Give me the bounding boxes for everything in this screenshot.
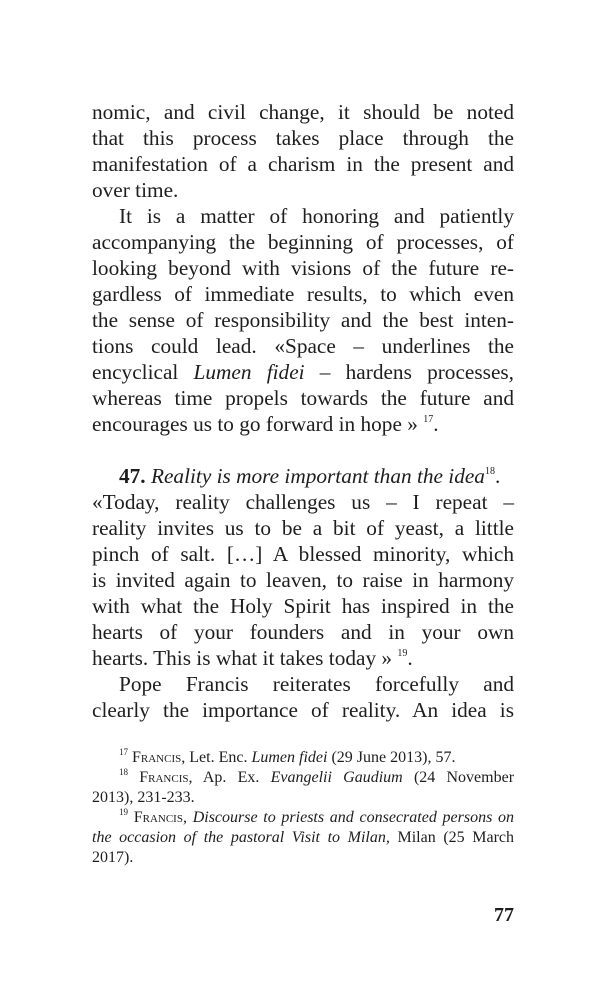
page-number: 77 [494,904,514,926]
text-segment: encyclical [92,360,179,384]
footnote-18-cont: 2013), 231-233. [92,789,195,806]
text-segment: (29 June 2013), 57. [331,749,456,766]
footnote-author: Francis [132,749,182,766]
text-line: Pope Francis reiterates forcefully and [119,672,514,696]
text-line: nomic, and civil change, it should be noted [92,100,514,124]
text-line: manifestation of a charism in the present and [92,152,514,176]
text-line [92,645,514,671]
footnote-19 [92,808,514,828]
section-title: Reality is more important than the idea [150,464,485,488]
text-line [92,359,514,385]
text-segment: , Let. Enc. [181,749,248,766]
text-line: the sense of responsibility and the best inten- [92,308,514,332]
footnote-ref: 18 [484,466,495,477]
encyclical-title: Lumen fidei [193,360,305,384]
text-line: reality invites us to be a bit of yeast, a little [92,516,514,540]
section-heading [92,463,514,489]
footnote-ref: 19 [397,648,408,659]
text-line: accompanying the beginning of processes, of [92,230,514,254]
text-line: over time. [92,178,179,202]
body-text [92,99,514,723]
footnote-number: 17 [119,747,128,757]
section-gap [92,437,514,463]
text-line: pinch of salt. […] A blessed minority, which [92,542,514,566]
text-segment: . [494,464,501,488]
text-line [92,411,514,437]
text-segment: , [182,809,187,826]
text-line: «Today, reality challenges us – I repeat – [92,490,514,514]
footnote-author: Francis [139,769,189,786]
footnote-title: Evangelii Gaudium [270,769,403,786]
text-line: It is a matter of honoring and patiently [119,204,514,228]
text-line: clearly the importance of reality. An idea is [92,698,514,722]
footnote-19-cont [92,828,514,848]
footnote-ref: 17 [423,414,434,425]
text-line: that this process takes place through the [92,126,514,150]
footnote-number: 19 [119,807,128,817]
footnote-title: Lumen fidei [251,749,328,766]
text-line: tions could lead. «Space – underlines the [92,334,514,358]
text-segment: encourages us to go forward in hope » [92,412,418,436]
text-segment: . [433,412,439,436]
text-line: with what the Holy Spirit has inspired in the [92,594,514,618]
text-segment: – hardens processes, [319,360,515,384]
text-segment: Milan (25 March [397,829,515,846]
text-line: gardless of immediate results, to which even [92,282,514,306]
text-line: looking beyond with visions of the future re- [92,256,514,280]
text-line: whereas time propels towards the future and [92,386,514,410]
footnote-number: 18 [119,767,128,777]
text-line: is invited again to leaven, to raise in harmony [92,568,514,592]
footnote-author: Francis [133,809,183,826]
text-line: hearts of your founders and in your own [92,620,514,644]
footnote-17 [92,748,514,768]
text-segment: hearts. This is what it takes today » [92,646,393,670]
text-segment: . [407,646,413,670]
footnote-18 [92,768,514,788]
footnote-title: Discourse to priests and consecrated persons on [192,809,515,826]
section-number: 47. [119,464,146,488]
footnotes [92,748,514,868]
footnote-19-cont: 2017). [92,849,134,866]
text-segment: (24 November [413,769,515,786]
footnote-title: the occasion of the pastoral Visit to Milan, [92,829,390,846]
text-segment: , Ap. Ex. [188,769,260,786]
